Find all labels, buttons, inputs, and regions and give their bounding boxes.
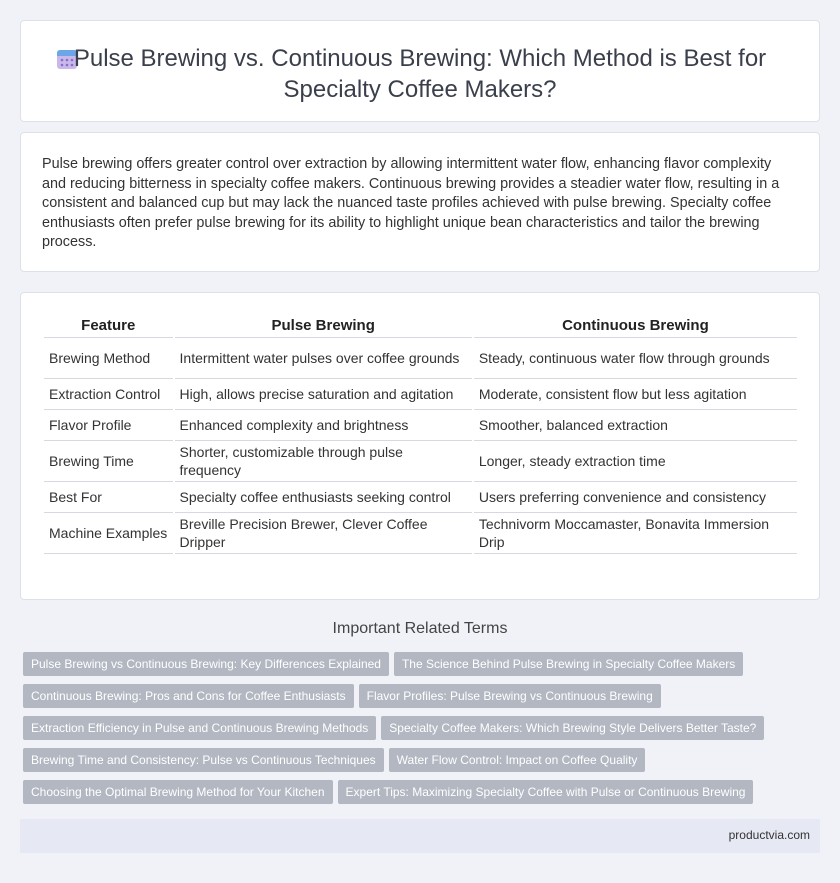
page-title-line-2: Specialty Coffee Makers? — [283, 76, 557, 103]
table-cell: Brewing Method — [44, 338, 173, 379]
table-row — [44, 410, 797, 441]
related-term-link[interactable]: Flavor Profiles: Pulse Brewing vs Continuous Brewing — [359, 684, 661, 708]
comparison-table — [42, 315, 799, 554]
table-cell: Machine Examples — [44, 513, 173, 554]
column-header-feature: Feature — [44, 315, 173, 338]
table-row — [44, 482, 797, 513]
footer-site-link[interactable]: productvia.com — [728, 828, 810, 842]
related-term-link[interactable]: Choosing the Optimal Brewing Method for Your Kitchen — [23, 780, 333, 804]
comparison-table-card — [20, 292, 820, 600]
table-cell: Users preferring convenience and consistency — [474, 482, 797, 513]
table-cell: Smoother, balanced extraction — [474, 410, 797, 441]
related-term-link[interactable]: Continuous Brewing: Pros and Cons for Coffee Enthusiasts — [23, 684, 354, 708]
related-term-link[interactable]: Extraction Efficiency in Pulse and Continuous Brewing Methods — [23, 716, 376, 740]
table-cell: Best For — [44, 482, 173, 513]
related-term-link[interactable]: Expert Tips: Maximizing Specialty Coffee with Pulse or Continuous Brewing — [338, 780, 754, 804]
related-terms-list — [23, 652, 823, 812]
table-cell: Moderate, consistent flow but less agitation — [474, 379, 797, 410]
table-cell: Specialty coffee enthusiasts seeking control — [175, 482, 472, 513]
table-row — [44, 441, 797, 482]
table-row — [44, 379, 797, 410]
related-term-link[interactable]: The Science Behind Pulse Brewing in Specialty Coffee Makers — [394, 652, 743, 676]
table-cell: Shorter, customizable through pulse frequency — [175, 441, 472, 482]
footer — [20, 819, 820, 853]
title-card — [20, 20, 820, 122]
related-term-link[interactable]: Pulse Brewing vs Continuous Brewing: Key Differences Explained — [23, 652, 389, 676]
page-title — [21, 43, 819, 105]
column-header-pulse: Pulse Brewing — [175, 315, 472, 338]
table-cell: Intermittent water pulses over coffee grounds — [175, 338, 472, 379]
table-cell: Breville Precision Brewer, Clever Coffee Dripper — [175, 513, 472, 554]
table-cell: Brewing Time — [44, 441, 173, 482]
table-cell: High, allows precise saturation and agitation — [175, 379, 472, 410]
intro-card — [20, 132, 820, 272]
table-header-row — [44, 315, 797, 338]
intro-paragraph: Pulse brewing offers greater control over extraction by allowing intermittent water flow, enhancing flavor complexity and reducing bitterness in specialty coffee makers. Continuous brewing provides a steadier water flow, resulting in a consistent and balanced cup but may lack the nuanced taste profiles achieved with pulse brewing. Specialty coffee enthusiasts often prefer pulse brewing for its ability to highlight unique bean characteristics and tailor the brewing process. — [42, 156, 780, 251]
table-cell: Enhanced complexity and brightness — [175, 410, 472, 441]
table-cell: Steady, continuous water flow through grounds — [474, 338, 797, 379]
column-header-continuous: Continuous Brewing — [474, 315, 797, 338]
related-terms-heading: Important Related Terms — [332, 620, 508, 637]
table-cell: Technivorm Moccamaster, Bonavita Immersion Drip — [474, 513, 797, 554]
table-cell: Extraction Control — [44, 379, 173, 410]
related-term-link[interactable]: Brewing Time and Consistency: Pulse vs Continuous Techniques — [23, 748, 384, 772]
table-cell: Longer, steady extraction time — [474, 441, 797, 482]
table-cell: Flavor Profile — [44, 410, 173, 441]
page-title-line-1: Pulse Brewing vs. Continuous Brewing: Which Method is Best for — [73, 45, 767, 72]
table-row — [44, 338, 797, 379]
related-term-link[interactable]: Water Flow Control: Impact on Coffee Quality — [389, 748, 646, 772]
related-term-link[interactable]: Specialty Coffee Makers: Which Brewing Style Delivers Better Taste? — [381, 716, 764, 740]
table-row — [44, 513, 797, 554]
